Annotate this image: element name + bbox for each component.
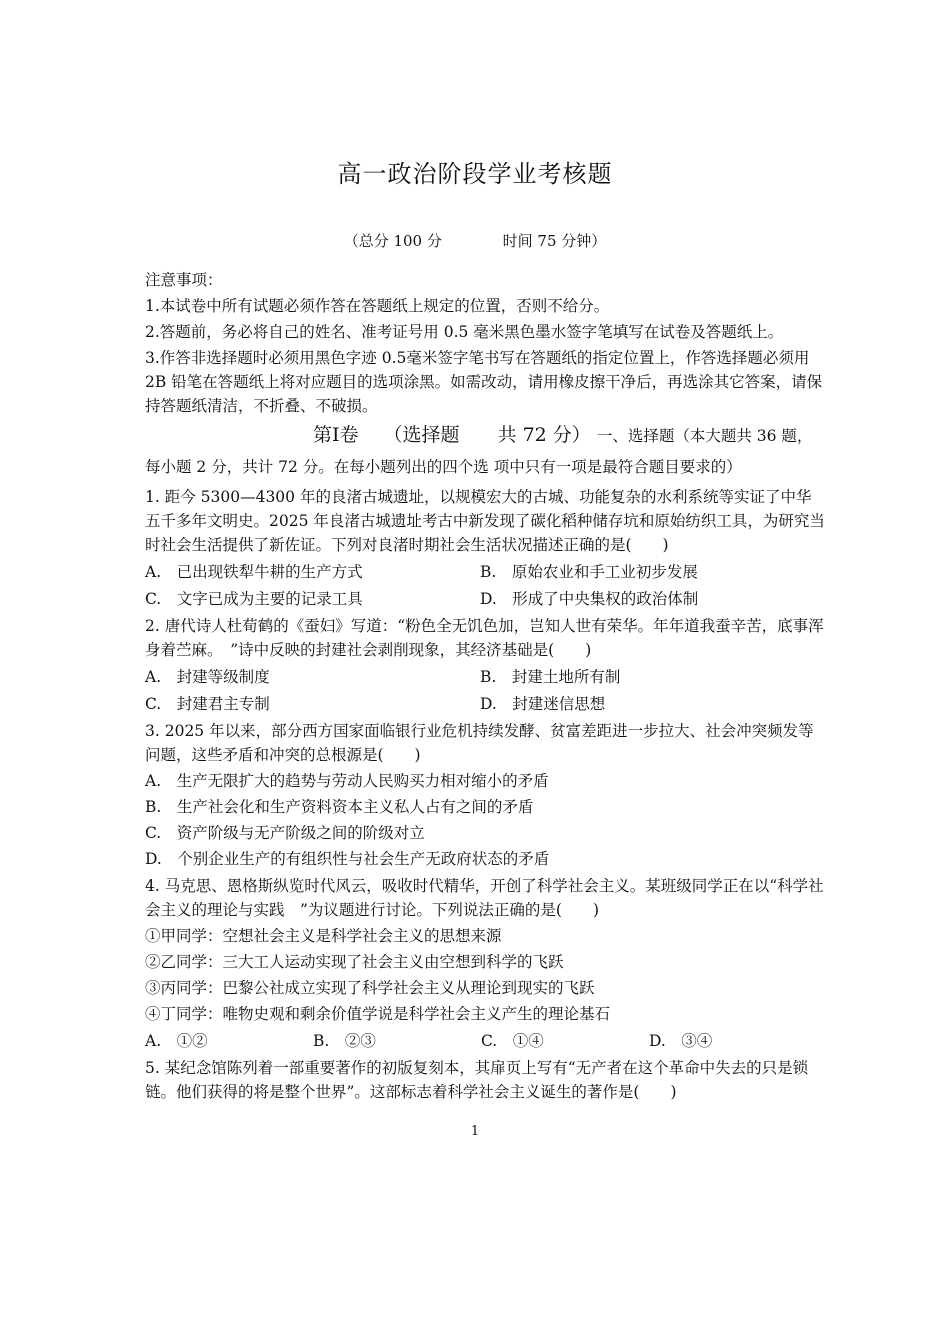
notice-item-2: 2.答题前，务必将自己的姓名、准考证号用 0.5 毫米黑色墨水签字笔填写在试卷及答题纸上。 — [145, 323, 784, 341]
question-1-stem: 1. 距今 5300—4300 年的良渚古城遗址，以规模宏大的古城、功能复杂的水利系统等实证了中华五千多年文明史。2025 年良渚古城遗址考古中新发现了碳化稻种储存坑和原始纺织工具，为研究当时社会生活提供了新佐证。下列对良渚时期社会生活状况描述正确的是( ) — [145, 488, 825, 554]
question-4-statement-4: ④丁同学：唯物史观和剩余价值学说是科学社会主义产生的理论基石 — [145, 1005, 611, 1023]
notice-item-1: 1.本试卷中所有试题必须作答在答题纸上规定的位置，否则不给分。 — [145, 297, 610, 315]
question-1-options-row-2 — [145, 587, 825, 611]
notice-item-3: 3.作答非选择题时必须用黑色字迹 0.5毫米签字笔书写在答题纸的指定位置上，作答选择题必须用 2B 铅笔在答题纸上将对应题目的选项涂黑。如需改动，请用橡皮擦干净后，再选涂其它答案，请保持答题纸清洁，不折叠、不破损。 — [145, 349, 823, 415]
question-2-option-d: D. 封建迷信思想 — [480, 695, 606, 713]
question-3-option-a: A. 生产无限扩大的趋势与劳动人民购买力相对缩小的矛盾 — [145, 772, 549, 790]
question-1-option-b: B. 原始农业和手工业初步发展 — [480, 563, 698, 581]
question-2-option-c: C. 封建君主专制 — [145, 695, 270, 713]
question-2 — [145, 614, 825, 716]
question-2-option-b: B. 封建土地所有制 — [480, 668, 621, 686]
question-2-options-row-1 — [145, 665, 825, 689]
question-4 — [145, 874, 825, 1053]
question-1-option-c: C. 文字已成为主要的记录工具 — [145, 590, 363, 608]
question-1 — [145, 485, 825, 611]
question-4-option-d: D. ③④ — [649, 1032, 713, 1050]
question-4-option-b: B. ②③ — [313, 1032, 376, 1050]
question-1-option-a: A. 已出现铁犁牛耕的生产方式 — [145, 563, 363, 581]
question-1-option-d: D. 形成了中央集权的政治体制 — [480, 590, 699, 608]
section-heading — [145, 420, 825, 482]
question-5 — [145, 1056, 825, 1104]
question-2-option-a: A. 封建等级制度 — [145, 668, 270, 686]
section-title: 第Ⅰ卷 （选择题 共 72 分） — [313, 424, 582, 446]
question-2-options-row-2 — [145, 692, 825, 716]
section-intro: 一、选择题（本大题共 36 题，每小题 2 分，共计 72 分。在每小题列出的四个选 项中只有一项是最符合题目要求的） — [145, 427, 813, 476]
question-3-stem: 3. 2025 年以来，部分西方国家面临银行业危机持续发酵、贫富差距进一步拉大、社会冲突频发等问题，这些矛盾和冲突的总根源是( ) — [145, 722, 814, 764]
question-3-option-c: C. 资产阶级与无产阶级之间的阶级对立 — [145, 824, 425, 842]
question-4-statement-2: ②乙同学：三大工人运动实现了社会主义由空想到科学的飞跃 — [145, 953, 564, 971]
total-score: （总分 100 分 — [343, 232, 442, 250]
question-4-stem: 4. 马克思、恩格斯纵览时代风云，吸收时代精华，开创了科学社会主义。某班级同学正在以“科学社会主义的理论与实践 ”为议题进行讨论。下列说法正确的是( ) — [145, 877, 824, 919]
question-4-option-c: C. ①④ — [481, 1032, 544, 1050]
question-2-stem: 2. 唐代诗人杜荀鹤的《蚕妇》写道：“粉色全无饥色加，岂知人世有荣华。年年道我蚕辛苦，底事浑身着苎麻。 ”诗中反映的封建社会剥削现象，其经济基础是( ) — [145, 617, 824, 659]
question-4-statement-1: ①甲同学：空想社会主义是科学社会主义的思想来源 — [145, 927, 502, 945]
time-limit: 时间 75 分钟） — [502, 232, 607, 250]
question-3 — [145, 719, 825, 871]
question-4-option-a: A. ①② — [145, 1032, 208, 1050]
exam-meta — [0, 230, 950, 251]
exam-body — [145, 268, 825, 1104]
question-4-options — [145, 1029, 825, 1053]
question-5-stem: 5. 某纪念馆陈列着一部重要著作的初版复刻本，其扉页上写有“无产者在这个革命中失去的只是锁链。他们获得的将是整个世界”。这部标志着科学社会主义诞生的著作是( ) — [145, 1059, 809, 1101]
question-3-option-d: D. 个别企业生产的有组织性与社会生产无政府状态的矛盾 — [145, 850, 550, 868]
page-number: 1 — [470, 1124, 480, 1139]
question-1-options-row-1 — [145, 560, 825, 584]
page-title: 高一政治阶段学业考核题 — [337, 160, 613, 188]
question-3-option-b: B. 生产社会化和生产资料资本主义私人占有之间的矛盾 — [145, 798, 534, 816]
notice-heading: 注意事项： — [145, 271, 223, 289]
question-4-statement-3: ③丙同学：巴黎公社成立实现了科学社会主义从理论到现实的飞跃 — [145, 979, 595, 997]
